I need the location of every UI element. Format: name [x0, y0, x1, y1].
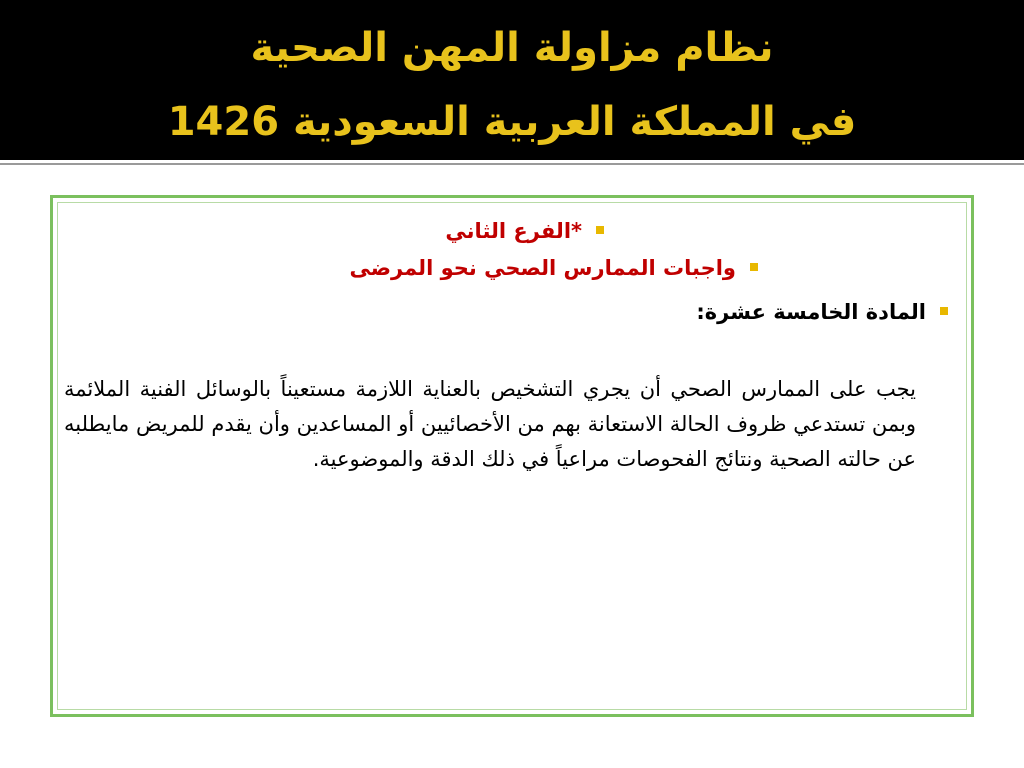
bullet-item-article	[696, 297, 948, 327]
slide-title-line-1: نظام مزاولة المهن الصحية	[250, 25, 774, 71]
square-bullet-icon	[596, 226, 604, 234]
square-bullet-icon	[750, 263, 758, 271]
bullet-text-branch: *الفرع الثاني	[445, 219, 582, 243]
bullet-text-article: المادة الخامسة عشرة:	[696, 300, 926, 324]
bullet-item-duties	[350, 253, 759, 283]
slide-title-line-2: في المملكة العربية السعودية 1426	[167, 99, 857, 145]
article-paragraph: يجب على الممارس الصحي أن يجري التشخيص بالعناية اللازمة مستعيناً بالوسائل الفنية الملائمة وبمن تستدعي ظروف الحالة الاستعانة بهم من الأخصائيين أو المساعدين وأن يقدم للمريض مايطلبه عن حالته الصحية ونتائج الفحوصات مراعياً في ذلك الدقة والموضوعية.	[64, 377, 916, 471]
square-bullet-icon	[940, 307, 948, 315]
bullet-text-duties: واجبات الممارس الصحي نحو المرضى	[349, 256, 736, 280]
title-divider	[0, 163, 1024, 165]
bullet-item-branch	[445, 216, 604, 246]
